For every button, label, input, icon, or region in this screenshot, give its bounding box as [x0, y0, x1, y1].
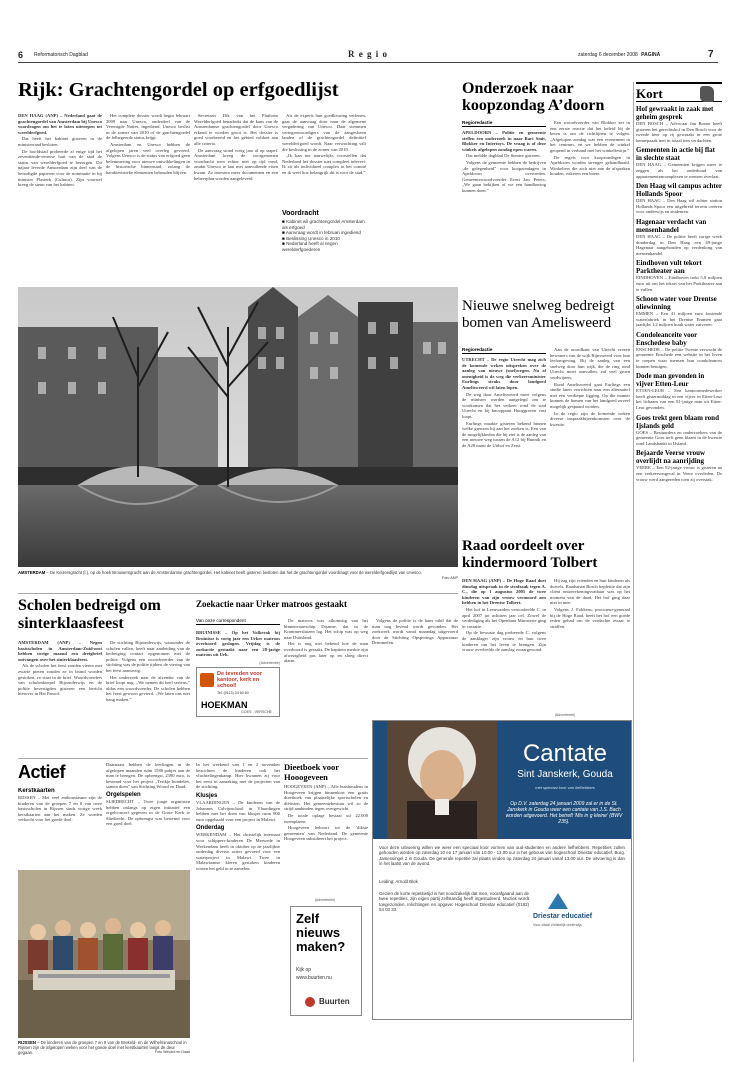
- main-article-col-2: [106, 113, 190, 285]
- kort-item-title: Hof gewraakt in zaak met geheim gesprek: [636, 105, 714, 121]
- kort-item-text: GOES – Bestuurders en onderzoekers van de gemeente Goes treft geen blaam in de kwestie rond Landsbanki in IJsland.: [636, 429, 722, 446]
- kort-item-title: Goes trekt geen blaam rond Ijslands geld: [636, 413, 719, 430]
- bullet-icon: ■: [282, 235, 287, 241]
- urker-col-2: [284, 618, 368, 708]
- kort-item-5: [636, 259, 722, 292]
- snelweg-para-2: Eurlings maakte gisteren bekend binnen welke grenzen hij aan het zoeken is. Een van de mogelijkheden die hij ziet is de aanleg van een nieuwe weg tussen de A12 bij Bunnik en de A28 naast de Uithof en Zeist.: [462, 420, 546, 448]
- sinterklaas-col-1: [18, 640, 102, 756]
- header-page-label: PAGINA: [641, 52, 661, 58]
- snelweg-rubric-wrap: [462, 347, 546, 356]
- sinterklaas-lead: AMSTERDAM (ANP) – Negen basisscholen in Amsterdam-Zuid-oost hebben vorige maand een dreigbrief ontvangen over het sinterklaasfeest.: [18, 640, 102, 662]
- kort-item-4: [636, 218, 722, 256]
- sinterklaas-para-1: Als de scholen het feest zouden vieren met zwarte pieten zouden ze in brand worden gestoken, zo staat in de brief. Woordvoerders van scholenkoepel Bijzonderwijs en de politie bevestigden gisteren een bericht hierover in Het Parool.: [18, 663, 102, 697]
- urker-para-2: Het is nog niet bekend hoe de man overboord is geraakt. De kapitein merkte zijn afwezigheid pas later op en sloeg direct alarm.: [284, 641, 368, 664]
- buurten-ad-headline: Zelf nieuws maken?: [296, 911, 346, 954]
- kort-title: Kort: [636, 86, 663, 101]
- tolbert-col-1: [462, 578, 546, 708]
- hoekman-ad-sub: GOES - VERSCHE: [241, 710, 272, 714]
- klusjes-title: Klusjes: [196, 792, 218, 799]
- kort-item-text: DEN HAAG – Gemeenten krijgen meer te zeggen als het onderhoud van appartementencomplexen te wensen overlaat.: [636, 162, 722, 179]
- onderdag-text: WERKENDAM – Het christelijk internaat voor schippers-kinderen De Merwede in Werkendam heeft in oktober op de jaarlijkse onderdag diverse acties gevoerd voor een waterproject in Malawi. Twee in Malawiaanse kleren gestoken kinderen wisten het geld in te zamelen.: [196, 832, 280, 871]
- kort-item-text: DEN HAAG – De politie heeft vorige week donderdag in Den Haag een 49-jarige Hagenaar aangehouden op verdenking van mensenhandel.: [636, 233, 722, 256]
- dieetboek-para-1: HOOGEVEEN (ANP) – Alle huishoudens in Hoogeveen krijgen binnenkort een gratis dieetboek van plaatselijke sportscholen en diëtisten. Het gemeentebestuur wil zo de strijd aanbinden tegen overgewicht.: [284, 784, 368, 812]
- snelweg-para-4: Rond Amelisweerd gaat Eurlings een studie laten verrichten naar een alternatief met een verdiepte ligging. Op die manier kunnen de bomen van het landgoed zoveel mogelijk gespaard worden.: [550, 381, 630, 409]
- main-lead: DEN HAAG (ANP) – Nederland gaat de grachtengordel van Amsterdam bij Unesco voordragen om het te laten uitroepen tot werelderfgoed.: [18, 113, 102, 135]
- kort-item-9: [636, 414, 722, 447]
- actief-item-2-title: Orgelspelen: [106, 791, 141, 798]
- bach-portrait: [387, 721, 497, 839]
- snelweg-col-1: [462, 357, 546, 535]
- klusjes-text: VLAARDINGEN – De kinderen van de Johannes Calvijnschool in Vlaardingen hebben met het doen van klusjes ruim 900 euro opgehaald voor een project in Malawi.: [196, 799, 280, 822]
- main-para-3: Het complete dossier wordt begin februari 2009 naar Unesco, onderdeel van de Verenigde Naties, ingediend. Unesco beslist in de zomer van 2010 of de grachtengordel de felbegeerde status krijgt.: [106, 113, 190, 141]
- driestar-logo-icon: [548, 893, 568, 909]
- kort-item-text: VEERE – Een 92-jarige vrouw is gisteren na een verkeersongeval in Veere overleden. De vrouw werd aangereden toen zij overstak.: [636, 465, 722, 482]
- hoekman-ad-brand: HOEKMAN: [201, 700, 248, 710]
- actief-photo-credit: Foto Wevard en Daad: [154, 1050, 190, 1054]
- kort-item-title: Schoon water voor Drentse oliewinning: [636, 295, 717, 312]
- main-para-4: Amsterdam en Unesco hebben de afgelopen jaren veel overleg gevoerd. Volgens Unesco is de status van erfgoed geen belemmering voor nieuwe ontwikkelingen in de historische binnenstad, zolang de karakteristieke elementen behouden blijven.: [106, 141, 190, 175]
- divider-horizontal-mid: [18, 593, 458, 594]
- buurten-ad-brand: Buurten: [319, 997, 350, 1006]
- apeldoorn-lead: APELDOORN – Politie en gemeente stellen een onderzoek in naar Bart Smit, Blokker en Intertoys. De vraag is of deze winkels afgelopen zondag open waren.: [462, 130, 546, 152]
- bullet-icon: ■: [282, 219, 287, 224]
- cantate-ad-subtitle: Sint Janskerk, Gouda: [517, 769, 613, 780]
- snelweg-headline: Nieuwe snelweg bedreigt bomen van Amelisweerd: [462, 298, 615, 331]
- kort-item-title: Condoleanceite voor Enschedese baby: [636, 330, 698, 347]
- kort-item-2: [636, 146, 722, 179]
- actief-logo: Actief: [18, 762, 66, 782]
- canal-photo: [18, 287, 458, 567]
- hoekman-ad[interactable]: [196, 667, 280, 717]
- main-para-8: „Ik kan me nauwelijks voorstellen dat Nederland het dossier niet compleet inlevert. Ik zit als individueel complex in het comité en ik weet hoe belangrijk dit is voor de stad.”: [282, 153, 366, 175]
- printer-icon: [200, 673, 214, 687]
- main-para-2: De hoofdstad probeerde al enige tijd het zeventiende-eeuwse hart van de stad de status van werelderfgoed te bezorgen. Dit najaar leverde Amsterdam zijn deel van de benodigde papieren voor de nominatie in bij minister Plasterk (Cultuur). Zijn voorstel kreeg de steun van het kabinet.: [18, 148, 102, 188]
- tolbert-headline: Raad oordeelt over kindermoord Tolbert: [462, 538, 598, 571]
- actief-col-2: [106, 762, 190, 868]
- divider-horizontal-low: [18, 758, 368, 759]
- urker-para-1: De matroos was afkomstig van het binnenvaartschip Dijanne, dat in de Krammersluizen lag. Het schip was op weg naar Duitsland.: [284, 618, 368, 640]
- voordracht-item-text: Beslissing Unesco in 2010: [286, 235, 340, 241]
- buurten-ad-cta: Kijk op: [296, 967, 312, 973]
- snelweg-para-5: In de regio zijn de komende weken diverse inspraakbijeenkomsten over de kwestie.: [550, 410, 630, 427]
- apeldoorn-para-2: Volgens de gemeente hebben de bedrijven „de gelegenheid” voor koopzondagen in Apeldoorn overtreden. Gemeentewoordvoerder Ernst Jan Peters: „We gaan bekijken of we een handhaving kunnen doen.”: [462, 159, 546, 193]
- col-middle-para-2: In het weekend van 1 en 2 november bezochten de kinderen ook het vluchtelingenkamp. Hier kwamen zij voor het eerst in aanraking met de projecten van de stichting.: [196, 762, 280, 790]
- buurten-logo-icon: [305, 997, 315, 1007]
- buurten-ad[interactable]: [290, 906, 362, 1016]
- kort-item-10: [636, 449, 722, 482]
- urker-rubric-wrap: [196, 618, 280, 627]
- header-page-left: 6: [18, 50, 24, 60]
- cantate-ad-body: Voor deze uitvoering willen we weer een speciaal koor vormen van oud-studenten en andere liefhebbers. Repetities zullen gehouden worden op zaterdag 10 en 17 januari van 10.00 - 13.00 uur in het gebouw van hogeschool Driestar educatief, Burg. Jamessingel 2 in Gouda. De generale repetitie zal plaats vinden op zaterdag 24 januari vanaf 13.00 uur. De uitvoering is dan in het laatst van de avond.: [379, 845, 625, 867]
- bullet-icon: ■: [282, 230, 286, 236]
- kort-item-text: DEN HAAG – Den Haag wil achter station Hollands Spoor een uitgebreid terrein creëren voor onderwijs en studenten.: [636, 198, 722, 215]
- kort-item-title: Eindhoven vult tekort Parktheater aan: [636, 259, 702, 276]
- buurten-ad-label: (Advertentie): [314, 898, 336, 902]
- header-newspaper: Reformatorisch Dagblad: [34, 52, 88, 58]
- col-middle: [196, 762, 280, 1062]
- sinterklaas-para-2: De stichting Bijzonderwijs, waaronder de scholen vallen, heeft naar aanleiding van de bedreiging contact opgenomen met de politie. Volgens een woordvoerder van de stichting was de politie tijdens de viering van het feest aanwezig.: [106, 640, 190, 673]
- kort-item-text: DEN BOSCH – Advocaat Jan Boone heeft gisteren het gerechtshof in Den Bosch voor de tweede keer op rij gewraakt in een grote hennepzaak met in totaal tien verdachten.: [636, 121, 722, 143]
- tolbert-lead: DEN HAAG (ANP) – De Hoge Raad doet dinsdag uitspraak in de strafzaak tegen A. C., die op 1 augustus 2005 de twee kinderen van zijn vrouw vermoord zou hebben in het Drentse Tolbert.: [462, 578, 546, 606]
- cantate-ad-title: Cantate: [522, 740, 608, 767]
- voordracht-box: [282, 210, 366, 284]
- bullet-icon: ■: [282, 241, 287, 247]
- actief-caption: [18, 1040, 190, 1055]
- apeldoorn-para-4: De regels voor koopzondagen in Apeldoorn worden strenger gehandhaafd. Winkeliers die zich niet aan de afspraken houden, riskeren een boete.: [550, 154, 630, 177]
- main-caption: [18, 570, 433, 575]
- actief-col-1: [18, 788, 102, 868]
- cantate-ad-leader: Leiding: Arnold Blok: [379, 879, 418, 884]
- urker-col-3: [372, 618, 458, 708]
- canal-photo-graphic: [18, 287, 458, 567]
- voordracht-item-1: [282, 219, 366, 230]
- main-para-5: Secretaris Dik van het Platform Werelderfgoed benadrukt dat de kans van de Amsterdamse grachtengordel door Unesco erkend te worden groot is. Het dossier is goed voorbereid en het gebied voldoet aan alle criteria.: [194, 113, 278, 146]
- tolbert-col-2: [550, 578, 630, 708]
- actief-caption-text: – De kinderen van de groepen 7 en 8 van de Brekeld- en de Wilhelminaschool in Rijssen zijn de afgelopen weken voor het goede doel met kerstkaarten langs de deur gegaan.: [18, 1040, 187, 1055]
- actief-caption-place: RIJSSEN: [18, 1040, 36, 1045]
- kort-item-text: ENSCHEDE – De politie Twente verwacht de gemeente Enschede een website in het leven te roepen waar mensen hun condoleances kunnen betuigen.: [636, 346, 722, 369]
- kort-item-title: Den Haag wil campus achter Hollands Spoor: [636, 182, 722, 199]
- voordracht-item-text: Nederland heeft al negen werelderfgoederen: [282, 241, 338, 252]
- voordracht-item-text: Kabinet wil grachtengordel Amsterdam als erfgoed: [282, 219, 365, 230]
- actief-photo: [18, 870, 190, 1038]
- urker-lead: BRUINISSE – Op het Volkerak bij Bruinisse is vorig jaar een Urker matroos overboord geslagen. Vrijdag is de zoekactie gestaakt naar een 28-jarige matroos uit Urk.: [196, 630, 280, 658]
- hoekman-ad-headline: De tevreden voor kantoor, kerk en school!: [217, 671, 262, 689]
- snelweg-para-1: De weg door Amelisweerd moet volgens de minister worden aangelegd om te voorkomen dat het verkeer rond de stad Utrecht en bij knooppunt Hooggraven vast loopt.: [462, 391, 546, 419]
- snelweg-col-2: [550, 347, 630, 535]
- dieetboek-col: [284, 784, 368, 892]
- kort-item-8: [636, 372, 722, 410]
- cantate-ad-brand: Driestar educatief: [533, 913, 593, 920]
- page-header: [18, 49, 718, 63]
- cantate-ad-tag: met speciaal koor van liefhebbers: [535, 785, 595, 790]
- main-para-7: Als de experts hun goedkeuring verlenen, gaat de aanvraag door naar de algemene vergadering van Unesco. Daar stemmen vertegenwoordigers van de aangesloten landen of de grachtengordel definitief werelderfgoed wordt. Naar verwachting valt die beslissing in de zomer van 2010.: [282, 113, 366, 152]
- kort-item-1: [636, 105, 722, 143]
- apeldoorn-rubric-wrap: [462, 120, 546, 129]
- col-middle-para-1: Daarnaast hebben de leerlingen in de afgelopen maanden ruim 1580 pakjes aan de man te brengen. De opbrengst, 2390 euro, is bestemd voor het project „Terikje bundelen, samen doen” van Stichting Woord en Daad.: [106, 762, 190, 790]
- kort-item-7: [636, 331, 722, 369]
- cantate-ad-footer: Gezien de korte repetitietijd is het noodzakelijk dat men, voorafgaand aan de twee repetities, zijn eigen partij zelfstandig heeft ingestudeerd. Muziek wordt toegezonden. Inlichtingen en opgave: Hogeschool Driestar educatief (0182) 54 03 33.: [379, 891, 529, 913]
- main-para-6: De aanvraag stond vorig jaar al op stapel. Amsterdam kreeg de voorgenomen voordracht toen echter niet op tijd rond, omdat Unesco te laat met aanvullende eisen kwam. Zo moesten meer documenten en een beheerplan worden aangeleverd.: [194, 147, 278, 181]
- kort-item-3: [636, 182, 722, 215]
- sinterklaas-para-3: Het onderzoek naar de afzender van de brief loopt nog. „We nemen dit heel serieus,” aldus een woordvoerder. De scholen hebben het feest gewoon gevierd. „We laten ons niet bang maken.”: [106, 674, 190, 702]
- kort-item-title: Hagenaar verdacht van mensenhandel: [636, 217, 707, 234]
- dieetboek-para-3: Hoogeveen behoort tot de 'dikste gemeenten' van Nederland. De gemeente Hoogeveen subsidieert het project.: [284, 825, 368, 842]
- snelweg-rubric: Regioredactie: [462, 347, 546, 354]
- kort-sidebar: [636, 82, 722, 1062]
- tolbert-para-2: Op de bewuste dag probeerde C. volgens de aanklager zijn vrouw en hun twee kinderen om het leven te brengen. Zijn vrouw overleefde de aanslag zwaargewond.: [462, 630, 546, 653]
- sinterklaas-col-2: [106, 640, 190, 756]
- buurten-ad-url: www.buurten.nu: [296, 975, 332, 981]
- netherlands-map-icon: [700, 86, 714, 102]
- apeldoorn-headline: Onderzoek naar koopzondag A’doorn: [462, 80, 605, 114]
- actief-item-2-text: SLIEDRECHT – Twee jonge organisten hebben onlangs op eigen initiatief een orgelconcert gegeven in de Grote Kerk te Sliedrecht. De opbrengst was bestemd voor een goed doel.: [106, 798, 190, 827]
- snelweg-para-3: Aan de noordkant van Utrecht vrezen bewoners van de wijk Rijnsweerd voor hun leefomgeving. Bij de aanleg van een snelweg door hun wijk, die de ring rond Utrecht moet aanvullen, zal veel groen verdwijnen.: [550, 347, 630, 380]
- tolbert-para-4: Volgens J. Fokkens, procureur-generaal bij de Hoge Raad, heeft het hof een goede reden gehad om de verdachte zwaar te straffen.: [550, 606, 630, 629]
- apeldoorn-rubric: Regioredactie: [462, 120, 546, 127]
- apeldoorn-col-1: [462, 130, 546, 286]
- urker-col-1: [196, 630, 280, 662]
- voordracht-item-text: Aanvraag wordt in februari ingediend: [285, 230, 361, 236]
- sinterklaas-headline: Scholen bedreigd om sinterklaasfeest: [18, 597, 161, 632]
- kort-header: [636, 82, 722, 102]
- kort-item-title: Bejaarde Veerse vrouw overlijdt na aanrijding: [636, 449, 706, 466]
- main-article-col-3: [194, 113, 278, 285]
- main-caption-place: AMSTERDAM: [18, 570, 46, 575]
- voordracht-item-4: [282, 241, 366, 252]
- urker-para-3: Volgens de politie is de kans nihil dat de man nog levend wordt gevonden. Het zoekwerk wordt vanaf maandag uitgevoerd door de Stichting Opsporings Apparatuur Drimmelen.: [372, 618, 458, 646]
- kort-item-text: ETTEN-LEUR – Een kantoormedewerker heeft gistermiddag in een vijver in Etten-Leur het lichaam van een 81-jarige man uit Etten-Leur gevonden.: [636, 388, 722, 411]
- header-page-right: 7: [708, 49, 714, 60]
- kort-item-text: EMMEN – Een 41 miljoen euro kostende waterfabriek in het Drentse Emmen gaat jaarlijks 1,2 miljoen kuub water zuiveren.: [636, 311, 722, 328]
- dieetboek-para-2: De totale oplage bestaat uit 22.000 exemplaren.: [284, 812, 368, 824]
- cantate-ad-details: Op D.V. zaterdag 24 januari 2009 zal er in de St. Janskerk in Gouda weer een cantate van J.S. Bach worden uitgevoerd. Het betreft 'Mis in g kleine' (BWV 235).: [505, 801, 623, 825]
- header-date: [578, 52, 660, 58]
- cantate-ad-brand-tag: Voor vitaal christelijk onderwijs: [533, 923, 582, 927]
- divider-vertical-right: [633, 82, 634, 1062]
- tolbert-para-3: Hij zag zijn vrienden en hun kinderen als duivels. Raadsman Bosch bepleitte dat zijn cliënt ontoerekeningsvatbaar was op het moment van de daad. Het hof ging daar niet in mee.: [550, 578, 630, 606]
- header-date-text: zaterdag 6 december 2008: [578, 52, 638, 58]
- cantate-ad[interactable]: [372, 720, 632, 1020]
- onderdag-title: Onderdag: [196, 825, 225, 832]
- main-caption-text: – De Keizersgracht (l.), op de hoek Brouwersgracht aan de Amsterdamse grachtengordel. Het kabinet heeft gisteren besloten dat het de grachtengordel voordraagt voor de werelderfgoedlijst van Unesco.: [46, 570, 422, 575]
- header-section: R e g i o: [348, 49, 388, 59]
- urker-rubric: Van onze correspondent: [196, 618, 280, 625]
- cantate-ad-label: (Advertentie): [554, 713, 576, 717]
- kort-item-title: Dode man gevonden in vijver Etten-Leur: [636, 372, 705, 389]
- apeldoorn-para-1: Dat meldde dagblad De Stentor gisteren.: [466, 153, 541, 159]
- apeldoorn-para-3: Een woordvoerder van Blokker zei in een eerste reactie dat het beleid bij de keten is om de richtlijnen te volgen. „Afgelopen zondag was een evenement in het centrum, en we hebben de winkel geopend in verband met het winkelfestijn.”: [550, 120, 630, 153]
- hoekman-ad-label: (Advertentie): [259, 661, 280, 665]
- dieetboek-title: Dieetboek voor Hooogeveen: [284, 762, 339, 782]
- tolbert-para-1: Het hof in Leeuwarden veroordeelde C. in april 2007 tot achttien jaar cel. Zowel de verdediging als het Openbaar Ministerie ging in cassatie.: [462, 606, 546, 629]
- kort-item-6: [636, 295, 722, 328]
- main-article-col-1: [18, 113, 102, 285]
- urker-headline: Zoekactie naar Urker matroos gestaakt: [196, 599, 347, 609]
- snelweg-lead: UTRECHT – De regio Utrecht mag zich de komende weken uitspreken over de aanleg van nieuwe (snel)wegen. Na al onenigheid is de weg die verkeersminister Eurlings straks door landgoed Amelisweerd wil laten lopen.: [462, 357, 546, 390]
- kort-item-text: EINDHOVEN – Eindhoven trekt 5,8 miljoen euro uit om het tekort van het Parktheater aan te vullen.: [636, 275, 722, 292]
- hoekman-ad-contact: Tel. (0113) 34 60 60: [217, 691, 249, 695]
- main-para-1: Dat heeft het kabinet gisteren in de ministerraad besloten.: [18, 136, 102, 147]
- main-headline: Rijk: Grachtengordel op erfgoedlijst: [18, 79, 339, 101]
- actief-item-1-text: RIJSSEN – Met veel enthousiasme zijn de kinderen van de groepen 7 en 8 van twee basisscholen in Rijssen sinds vorige week kerstkaarten aan het maken. Ze worden verkocht voor het goede doel.: [18, 795, 102, 823]
- kort-item-title: Gemeenten in actie bij flat in slechte staat: [636, 146, 715, 163]
- actief-item-1-title: Kerstkaarten: [18, 788, 55, 794]
- voordracht-title: Voordracht: [282, 210, 319, 217]
- main-photo-credit: Foto ANP: [441, 576, 458, 580]
- actief-photo-graphic: [18, 870, 190, 1038]
- apeldoorn-col-2: [550, 120, 630, 286]
